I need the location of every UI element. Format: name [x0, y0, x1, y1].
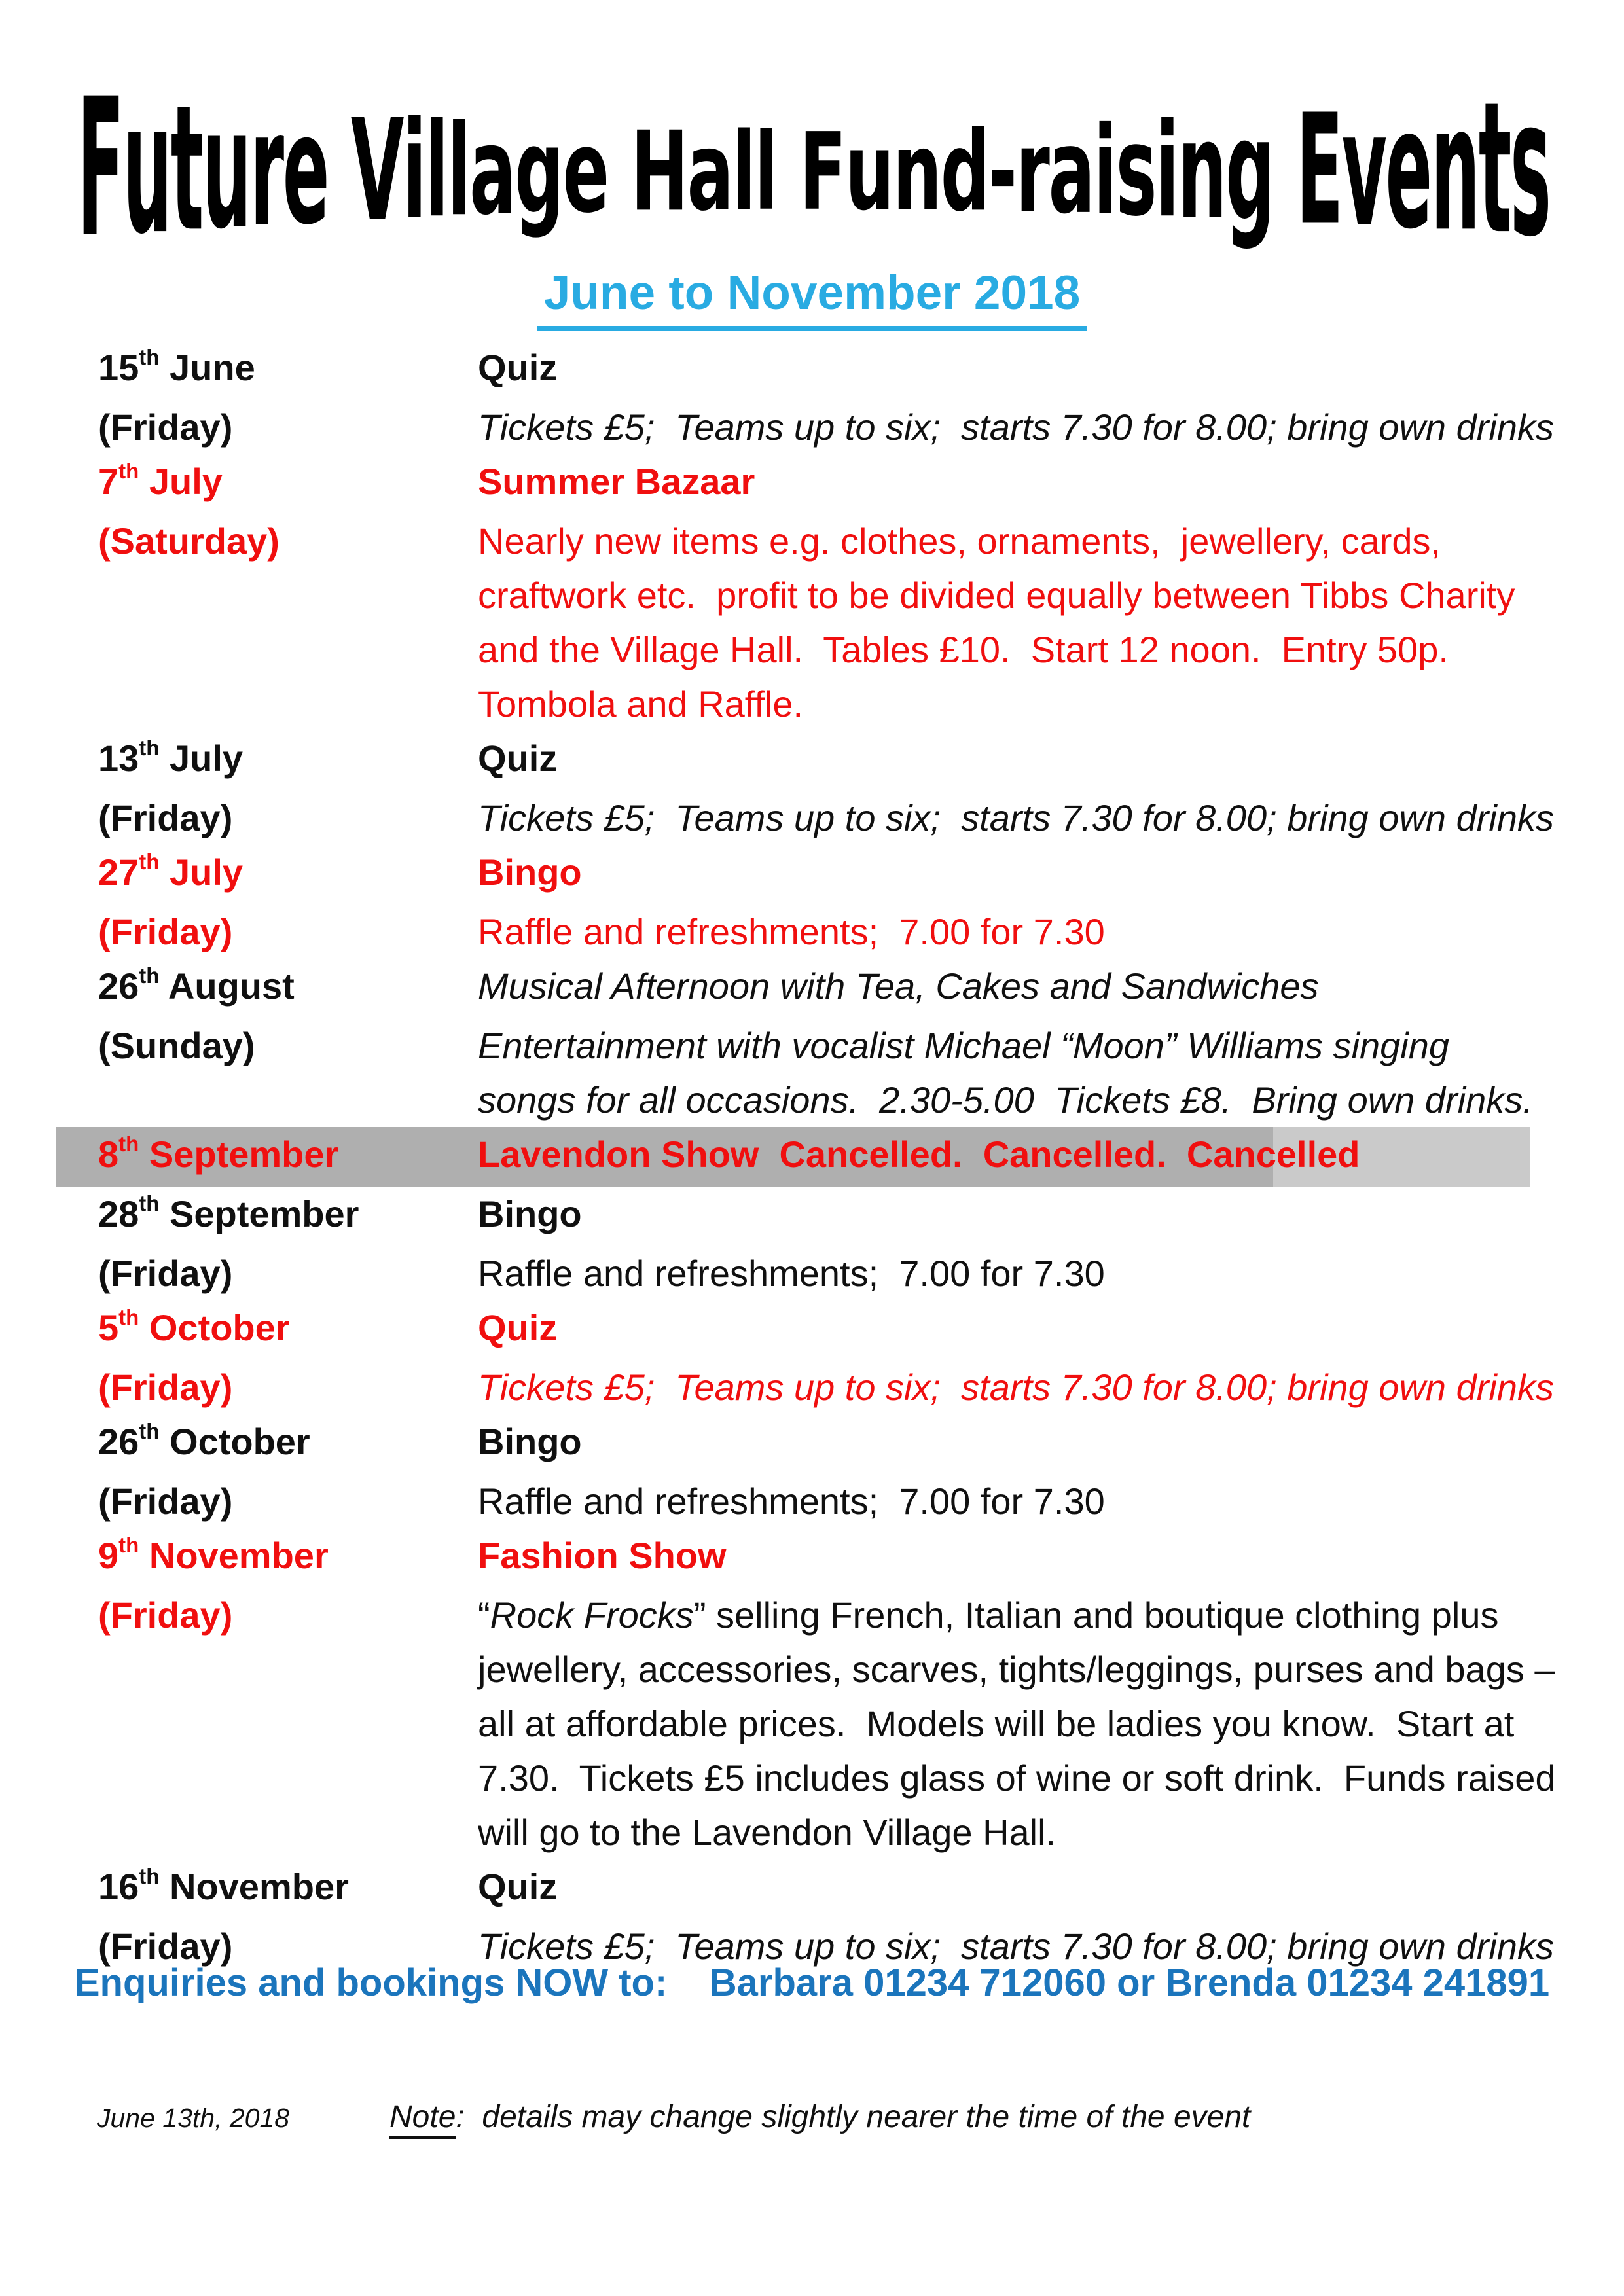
- event-date: (Friday): [98, 1926, 233, 1967]
- event-text: 7.30. Tickets £5 includes glass of wine or soft drink. Funds raised: [478, 1757, 1556, 1799]
- event-row: [0, 454, 1624, 514]
- event-text: Entertainment with vocalist Michael “Moon” Williams singing: [478, 1025, 1450, 1066]
- page-title-text: Future Village Hall Fund-raising Events: [77, 58, 1550, 279]
- event-date: 26th August: [98, 963, 295, 1007]
- event-text: Tickets £5; Teams up to six; starts 7.30 for 8.00; bring own drinks: [478, 1367, 1554, 1408]
- event-row: [0, 1246, 1624, 1300]
- event-row: [0, 1300, 1624, 1360]
- event-row: [0, 1360, 1624, 1414]
- event-date: 16th November: [98, 1864, 349, 1907]
- page-title: [77, 58, 1550, 279]
- event-text: jewellery, accessories, scarves, tights/leggings, purses and bags –: [478, 1649, 1555, 1690]
- event-text: Quiz: [478, 738, 558, 779]
- event-text: Tickets £5; Teams up to six; starts 7.30 for 8.00; bring own drinks: [478, 797, 1554, 838]
- event-date: (Sunday): [98, 1025, 255, 1066]
- event-date: (Saturday): [98, 520, 280, 562]
- event-row: [0, 1073, 1624, 1127]
- event-text: Quiz: [478, 347, 558, 388]
- event-row: [0, 1018, 1624, 1073]
- event-row: [0, 400, 1624, 454]
- event-date: (Friday): [98, 1253, 233, 1294]
- event-text: Nearly new items e.g. clothes, ornaments, jewellery, cards,: [478, 520, 1441, 562]
- event-text: Lavendon Show Cancelled. Cancelled. Cancelled: [478, 1134, 1360, 1175]
- event-row: [0, 1696, 1624, 1751]
- event-date: 27th July: [98, 850, 244, 893]
- event-row: [0, 1528, 1624, 1588]
- event-text: Fashion Show: [478, 1535, 727, 1576]
- event-text: Musical Afternoon with Tea, Cakes and Sandwiches: [478, 965, 1319, 1007]
- event-text: Tombola and Raffle.: [478, 683, 804, 725]
- event-text: Raffle and refreshments; 7.00 for 7.30: [478, 911, 1105, 952]
- event-row: [0, 514, 1624, 568]
- event-row-highlighted: [0, 1127, 1624, 1187]
- event-row: [0, 1588, 1624, 1642]
- event-row: [0, 905, 1624, 959]
- event-date: (Friday): [98, 406, 233, 448]
- event-date: 7th July: [98, 459, 223, 502]
- event-row: [0, 568, 1624, 622]
- event-text: craftwork etc. profit to be divided equally between Tibbs Charity: [478, 575, 1515, 616]
- event-date: (Friday): [98, 1480, 233, 1522]
- note-row: [97, 2098, 1572, 2138]
- event-row: [0, 1474, 1624, 1528]
- note-label: Note: [389, 2100, 456, 2139]
- event-text: Raffle and refreshments; 7.00 for 7.30: [478, 1480, 1105, 1522]
- event-text: Quiz: [478, 1866, 558, 1907]
- event-text: will go to the Lavendon Village Hall.: [478, 1812, 1056, 1853]
- event-row: [0, 1805, 1624, 1859]
- event-date: 8th September: [98, 1132, 339, 1175]
- event-date: (Friday): [98, 1367, 233, 1408]
- event-row: [0, 622, 1624, 677]
- event-text: “Rock Frocks” selling French, Italian and boutique clothing plus: [478, 1594, 1499, 1636]
- event-text: Tickets £5; Teams up to six; starts 7.30 for 8.00; bring own drinks: [478, 406, 1554, 448]
- subtitle-wrap: [0, 267, 1624, 331]
- event-row: [0, 1414, 1624, 1474]
- event-text: Bingo: [478, 1421, 582, 1462]
- enquiries-line: Enquiries and bookings NOW to: Barbara 01234 712060 or Brenda 01234 241891: [74, 1962, 1550, 2004]
- event-row: [0, 845, 1624, 905]
- event-date: 26th October: [98, 1419, 310, 1462]
- event-row: [0, 791, 1624, 845]
- event-row: [0, 731, 1624, 791]
- event-date: 5th October: [98, 1305, 290, 1348]
- event-text: songs for all occasions. 2.30-5.00 Tickets £8. Bring own drinks.: [478, 1079, 1533, 1121]
- note-date: June 13th, 2018: [97, 2103, 290, 2133]
- event-text: Summer Bazaar: [478, 461, 755, 502]
- event-date: (Friday): [98, 911, 233, 952]
- event-row: [0, 959, 1624, 1018]
- event-date: 15th June: [98, 345, 255, 388]
- event-text: Bingo: [478, 1193, 582, 1234]
- events-list: [0, 340, 1624, 1973]
- event-date: (Friday): [98, 797, 233, 838]
- event-text: Quiz: [478, 1307, 558, 1348]
- event-text: Tickets £5; Teams up to six; starts 7.30 for 8.00; bring own drinks: [478, 1926, 1554, 1967]
- event-row: [0, 1187, 1624, 1246]
- note-rest: : details may change slightly nearer the time of the event: [456, 2100, 1251, 2134]
- event-row: [0, 1642, 1624, 1696]
- event-text: Raffle and refreshments; 7.00 for 7.30: [478, 1253, 1105, 1294]
- event-text: all at affordable prices. Models will be ladies you know. Start at: [478, 1703, 1515, 1744]
- event-text: and the Village Hall. Tables £10. Start 12 noon. Entry 50p.: [478, 629, 1449, 670]
- event-row: [0, 1859, 1624, 1919]
- event-date: 28th September: [98, 1191, 359, 1234]
- event-date: 13th July: [98, 736, 244, 779]
- event-row: [0, 677, 1624, 731]
- event-text: Bingo: [478, 852, 582, 893]
- event-row: [0, 340, 1624, 400]
- event-date: (Friday): [98, 1594, 233, 1636]
- event-row: [0, 1751, 1624, 1805]
- event-date: 9th November: [98, 1533, 329, 1576]
- subtitle: June to November 2018: [537, 267, 1087, 331]
- note-text: [389, 2098, 1250, 2137]
